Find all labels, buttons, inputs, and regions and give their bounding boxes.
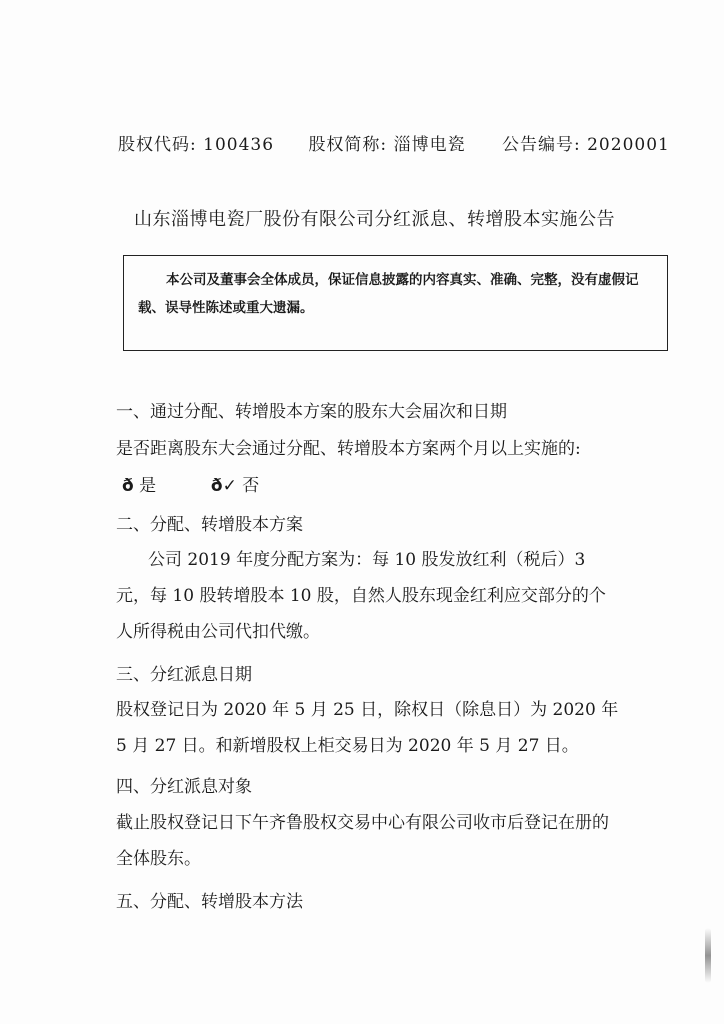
no-checked-icon: ð✓ — [210, 476, 237, 496]
notice-number: 公告编号: 2020001 — [501, 135, 670, 155]
no-label: 否 — [242, 476, 260, 496]
yes-label: 是 — [139, 476, 157, 496]
options-row — [122, 471, 259, 496]
section-3-body: 股权登记日为 2020 年 5 月 25 日，除权日（除息日）为 2020 年 5 月 27 日。和新增股权上柜交易日为 2020 年 5 月 27 日。 — [116, 700, 619, 756]
section-1-body: 是否距离股东大会通过分配、转增股本方案两个月以上实施的: — [116, 439, 581, 459]
stock-abbr: 股权简称: 淄博电瓷 — [308, 135, 466, 155]
scan-artifact — [705, 928, 711, 983]
section-5-heading: 五、分配、转增股本方法 — [116, 892, 303, 912]
section-2-heading: 二、分配、转增股本方案 — [116, 515, 303, 535]
section-1-heading: 一、通过分配、转增股本方案的股东大会届次和日期 — [116, 402, 507, 422]
section-4-body: 截止股权登记日下午齐鲁股权交易中心有限公司收市后登记在册的全体股东。 — [116, 813, 609, 869]
section-4-heading: 四、分红派息对象 — [116, 777, 252, 797]
document-title: 山东淄博电瓷厂股份有限公司分红派息、转增股本实施公告 — [134, 209, 615, 230]
stock-code: 股权代码: 100436 — [118, 135, 275, 155]
notice-box: 本公司及董事会全体成员，保证信息披露的内容真实、准确、完整，没有虚假记载、误导性陈述或重大遗漏。 — [123, 255, 668, 351]
header-line — [118, 130, 670, 155]
yes-checkbox-icon: ð — [122, 476, 134, 496]
section-2-body: 公司 2019 年度分配方案为：每 10 股发放红利（税后）3 元，每 10 股转增股本 10 股，自然人股东现金红利应交部分的个人所得税由公司代扣代缴。 — [116, 550, 606, 642]
section-3-heading: 三、分红派息日期 — [116, 665, 252, 685]
